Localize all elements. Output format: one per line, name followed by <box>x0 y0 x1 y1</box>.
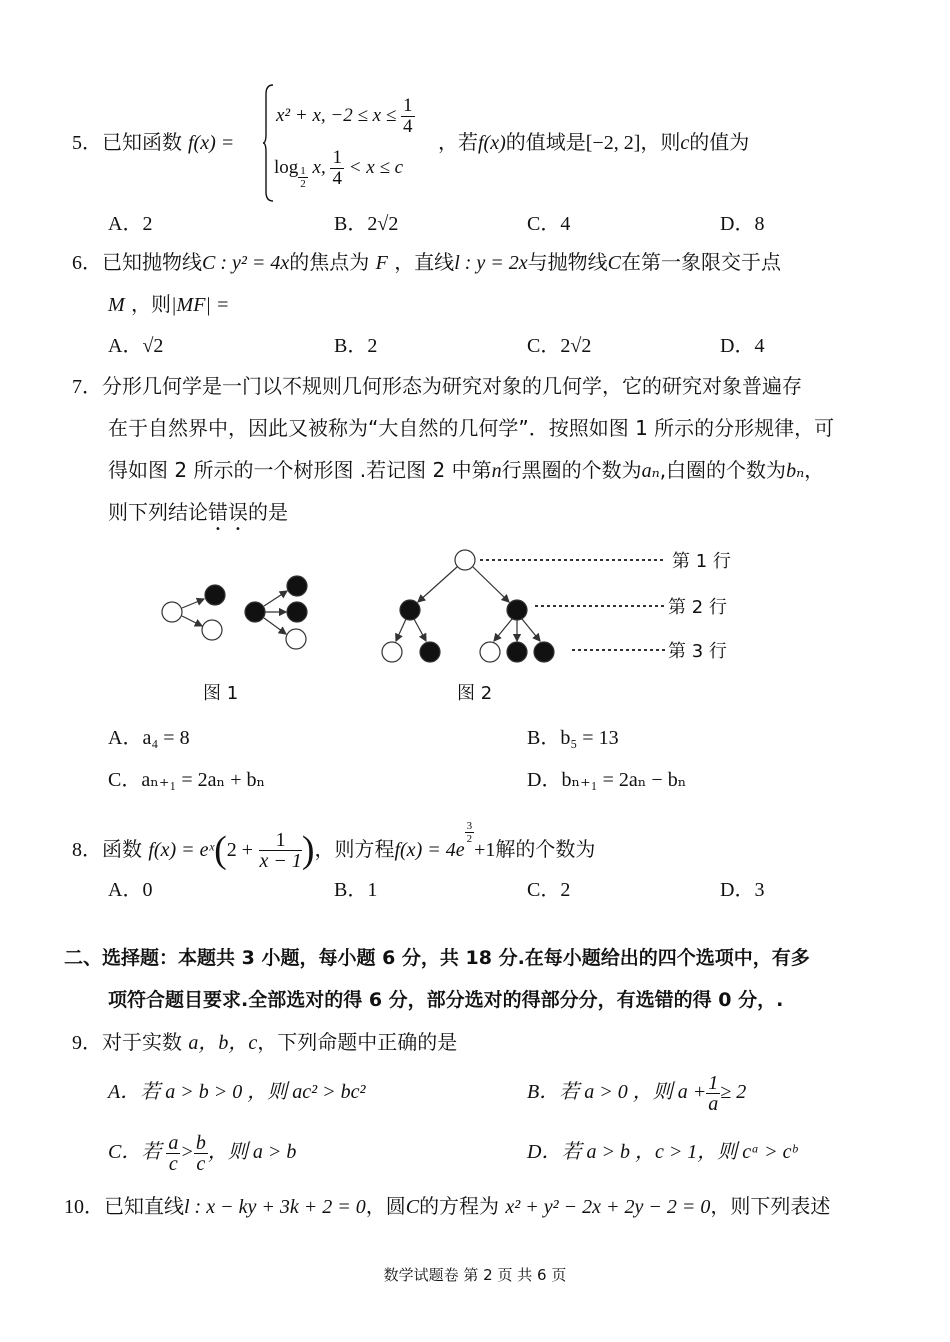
q7-bn: bₙ <box>786 460 805 482</box>
frac-den: c <box>168 1152 178 1175</box>
q6-option-c: C．2√2 <box>527 335 592 357</box>
q6-m3: l : y = 2x <box>454 252 528 274</box>
q6-t6: ，则 <box>131 292 172 316</box>
q5-line <box>72 128 234 157</box>
q9-t2: ，下列命题中正确的是 <box>257 1030 458 1054</box>
page-footer: 数学试题卷 第 2 页 共 6 页 <box>383 1266 567 1284</box>
fig2-row3-label: 第 3 行 <box>668 641 727 662</box>
q10-m1: l : x − ky + 3k + 2 = 0 <box>184 1196 366 1218</box>
q9-optc-frac2 <box>194 1133 208 1174</box>
q9-option-d: D．若 a > b ，c > 1，则 cᵃ > cᵇ <box>527 1141 797 1163</box>
q5-fx2: f(x) <box>478 132 506 154</box>
q5-brace <box>262 84 274 202</box>
fig1-label: 图 1 <box>203 683 239 704</box>
q9-vars: a，b，c <box>188 1032 258 1054</box>
q8-m4: +1 <box>474 839 496 861</box>
q5-piece2 <box>274 148 403 190</box>
q5-range: [−2, 2] <box>585 132 641 154</box>
q8-option-d: D．3 <box>720 879 765 901</box>
q7-an: aₙ <box>641 460 660 482</box>
frac-num: b <box>195 1131 206 1154</box>
q9-optc-gt: > <box>180 1141 194 1163</box>
q8-m1: f(x) = eˣ <box>148 839 215 861</box>
q6-t5: 在第一象限交于点 <box>621 250 781 274</box>
fig1 <box>162 576 307 649</box>
q7-option-d: D．bₙ₊₁ = 2aₙ − bₙ <box>527 769 687 791</box>
section2-heading-line2: 项符合题目要求.全部选对的得 6 分，部分选对的得部分分，有选错的得 0 分，. <box>108 989 784 1011</box>
q9-optb-post: ≥ 2 <box>720 1081 747 1103</box>
q8-rparen: ) <box>301 829 315 871</box>
q7-line3c: ,白圈的个数为 <box>659 458 787 482</box>
q7-line4 <box>108 498 288 535</box>
q5-option-d: D．8 <box>720 213 765 235</box>
frac-den: a <box>708 1092 719 1115</box>
q6-m6: |MF| = <box>171 294 230 316</box>
q9-option-a: A．若 a > b > 0 ，则 ac² > bc² <box>108 1081 366 1103</box>
q5-text-end: 的值为 <box>689 130 750 154</box>
q7-line3a: 得如图 2 所示的一个树形图 .若记图 2 中第 <box>108 458 492 482</box>
q5-line-right <box>438 128 749 157</box>
q10-t2: ，圆 <box>365 1194 406 1218</box>
q7-option-c: C．aₙ₊₁ = 2aₙ + bₙ <box>108 769 266 791</box>
q5-option-b: B．2√2 <box>334 213 399 235</box>
q10-t3: 的方程为 <box>419 1194 500 1218</box>
frac-den: 4 <box>403 116 413 137</box>
q5-fx: f(x) = <box>188 132 235 154</box>
q5-piece2-frac <box>330 148 344 189</box>
q9-option-c <box>108 1130 296 1174</box>
frac-num: 1 <box>403 95 413 116</box>
q8-m3: f(x) = 4e <box>394 839 465 861</box>
q6-option-d: D．4 <box>720 335 765 357</box>
q7-line3d: ， <box>804 458 825 482</box>
frac-num: 1 <box>259 830 301 851</box>
q7-n: n <box>491 460 502 482</box>
q5-text-mid: ，若 <box>438 130 478 154</box>
q9-number: 9． <box>72 1032 102 1054</box>
q6-number: 6． <box>72 252 102 274</box>
frac-den: 2 <box>466 833 473 845</box>
section2-heading-line1: 二、选择题：本题共 3 小题，每小题 6 分，共 18 分.在每小题给出的四个选项中，有多 <box>64 947 810 969</box>
q8-option-c: C．2 <box>527 879 571 901</box>
q9-optb-frac <box>706 1073 720 1114</box>
q7-line4-error: 错误 <box>208 500 248 524</box>
q7-figures <box>150 540 750 715</box>
q7-line1-text: 分形几何学是一门以不规则几何形态为研究对象的几何学，它的研究对象普遍存 <box>102 374 802 398</box>
q6-m1: C : y² = 4x <box>202 252 290 274</box>
q10-m2: C <box>405 1196 420 1218</box>
q7-line4b: 的是 <box>248 500 288 524</box>
q5-piece1 <box>276 96 415 137</box>
q8-number: 8． <box>72 839 102 861</box>
q7-number: 7． <box>72 376 102 398</box>
q8-lparen: ( <box>214 829 227 871</box>
q5-number: 5． <box>72 132 102 154</box>
q6-option-a: A．√2 <box>108 335 164 357</box>
q10-t1: 已知直线 <box>104 1194 184 1218</box>
q8-frac <box>259 830 301 871</box>
q5-piece1-expr: x² + x, −2 ≤ x ≤ <box>276 104 397 126</box>
q8-exp <box>465 820 475 845</box>
frac-num: a <box>168 1131 179 1154</box>
q7-line2-text: 在于自然界中，因此又被称为“大自然的几何学”．按照如图 1 所示的分形规律，可 <box>108 416 835 440</box>
q6-t4: 与抛物线 <box>527 250 608 274</box>
q7-line1 <box>72 372 802 401</box>
q8-m2: 2 + <box>226 839 254 861</box>
q10-number: 10． <box>64 1196 104 1218</box>
q6-m5: M <box>108 294 125 316</box>
q10-t4: ，则下列表述 <box>710 1194 831 1218</box>
frac-den: c <box>196 1152 206 1175</box>
frac-den: 4 <box>332 168 342 189</box>
q8-option-b: B．1 <box>334 879 378 901</box>
q9-optb-pre: B．若 a > 0 ，则 a + <box>527 1081 707 1103</box>
q9-option-b <box>527 1070 746 1114</box>
fig2-label: 图 2 <box>457 683 493 704</box>
q6-option-b: B．2 <box>334 335 378 357</box>
q7-line2 <box>108 414 834 442</box>
q7-option-a: A．a₄ = 8 <box>108 727 190 749</box>
q9-optc-pre: C．若 <box>108 1141 162 1163</box>
q7-line4a: 则下列结论 <box>108 500 208 524</box>
q8-t3: 解的个数为 <box>495 837 596 861</box>
q5-text-then: ，则 <box>640 130 681 154</box>
q8-t1: 函数 <box>102 837 142 861</box>
q5-log: log <box>274 156 299 178</box>
q6-line2 <box>108 290 229 319</box>
q6-m4: C <box>607 252 621 274</box>
q5-text: 已知函数 <box>102 130 182 154</box>
fig2-row2-label: 第 2 行 <box>668 597 727 618</box>
frac-num: 3 <box>466 820 473 832</box>
q7-option-b: B．b₅ = 13 <box>527 727 619 749</box>
q5-option-c: C．4 <box>527 213 571 235</box>
q6-t3: ，直线 <box>394 250 455 274</box>
q5-piece1-frac <box>401 96 415 137</box>
q10-m3: x² + y² − 2x + 2y − 2 = 0 <box>505 1196 711 1218</box>
q9-t1: 对于实数 <box>102 1030 182 1054</box>
q6-m2: F <box>375 252 388 274</box>
q9-optc-frac1 <box>166 1133 180 1174</box>
q8-t2: ，则方程 <box>314 837 395 861</box>
frac-den: 2 <box>300 177 306 190</box>
frac-num: 1 <box>300 164 306 177</box>
q10-line <box>64 1192 830 1221</box>
q5-log-base <box>298 165 308 190</box>
q6-t2: 的焦点为 <box>289 250 370 274</box>
q7-line3b: 行黑圈的个数为 <box>501 458 642 482</box>
frac-num: 1 <box>708 1071 719 1094</box>
q5-option-a: A．2 <box>108 213 153 235</box>
q8-line <box>72 820 595 871</box>
q5-c: c <box>680 132 690 154</box>
frac-num: 1 <box>332 147 342 168</box>
q5-piece2-rest: < x ≤ c <box>348 156 404 178</box>
q9-line <box>72 1028 457 1057</box>
q8-option-a: A．0 <box>108 879 153 901</box>
q6-line1 <box>72 248 781 277</box>
q5-piece2-x: x, <box>312 156 326 178</box>
fig2 <box>382 550 665 662</box>
fig2-row1-label: 第 1 行 <box>672 551 731 572</box>
q6-t1: 已知抛物线 <box>102 250 202 274</box>
frac-den: x − 1 <box>259 850 302 872</box>
q5-text-range: 的值域是 <box>505 130 586 154</box>
q9-optc-post: ，则 a > b <box>207 1141 297 1163</box>
q7-line3 <box>108 456 824 485</box>
